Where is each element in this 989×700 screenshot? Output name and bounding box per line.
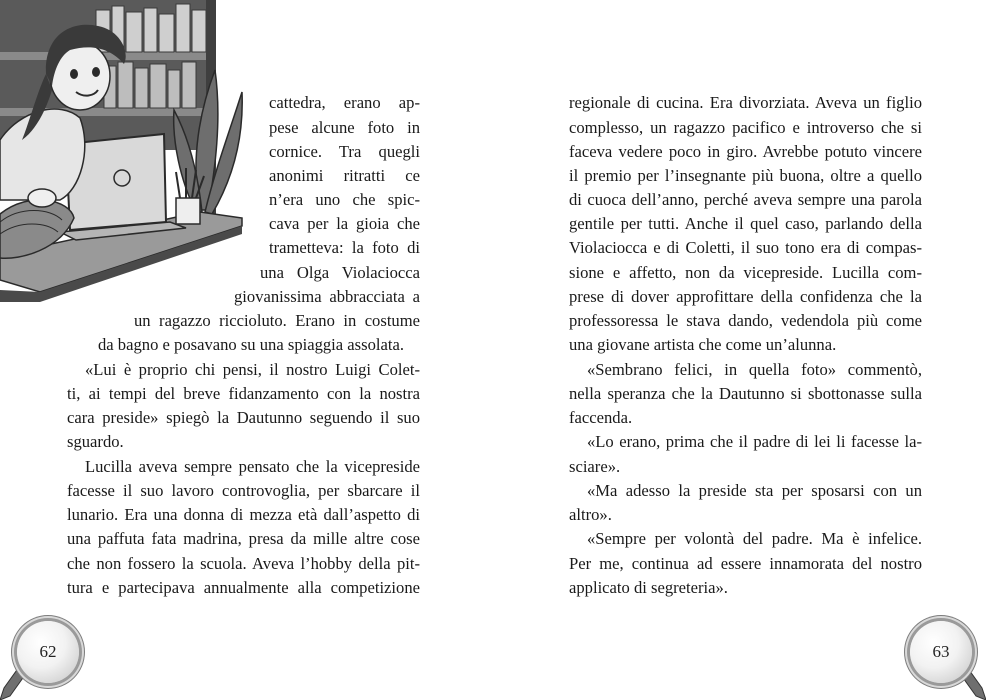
text-line: sciare».: [569, 457, 621, 476]
text-line: lunario. Era una donna di mezza età dall’aspetto di: [67, 505, 420, 524]
text-line: gentile per tutti. Anche il quel caso, parlando della: [569, 214, 922, 233]
text-line: da bagno e posavano su una spiaggia assolata.: [98, 335, 404, 354]
text-line: anonimi ritratti ce: [269, 166, 420, 185]
text-line: ti, ai tempi del breve fidanzamento con la nostra: [67, 384, 420, 403]
text-line: giovanissima abbracciata a: [234, 287, 420, 306]
text-line: faceva vedere poco in giro. Avrebbe potuto vincere: [569, 142, 922, 161]
text-line: professoressa le stava dando, vedendola più come: [569, 311, 922, 330]
text-line: «Sembrano felici, in quella foto» commentò,: [587, 360, 922, 379]
text-line: «Lui è proprio chi pensi, il nostro Luigi Colet-: [85, 360, 420, 379]
text-line: pese alcune foto in: [269, 118, 420, 137]
text-line: sione e affetto, non da vicepreside. Lucilla com-: [569, 263, 922, 282]
text-line: applicato di segreteria».: [569, 578, 728, 597]
text-line: cattedra, erano ap-: [269, 93, 420, 112]
text-line: facesse il suo lavoro controvoglia, per sbarcare il: [67, 481, 420, 500]
text-line: di cuoca dell’anno, perché aveva sempre una parola: [569, 190, 922, 209]
text-line: che non fossero la scuola. Aveva l’hobby della pit-: [67, 554, 420, 573]
text-line: trametteva: la foto di: [269, 238, 420, 257]
text-line: una giovane artista che come un’alunna.: [569, 335, 837, 354]
text-line: un ragazzo riccioluto. Erano in costume: [134, 311, 420, 330]
text-line: n’era uno che spic-: [269, 190, 420, 209]
left-page: [0, 0, 494, 700]
girl-at-laptop-illustration: [0, 0, 250, 305]
text-line: Lucilla aveva sempre pensato che la vicepreside: [85, 457, 420, 476]
text-line: «Sempre per volontà del padre. Ma è infelice.: [587, 529, 922, 548]
text-line: altro».: [569, 505, 612, 524]
text-line: faccenda.: [569, 408, 633, 427]
text-line: prese di dover approfittare della confidenza che la: [569, 287, 922, 306]
text-line: cara preside» spiegò la Dautunno seguendo il suo: [67, 408, 420, 427]
text-line: complesso, un ragazzo pacifico e introverso che si: [569, 118, 922, 137]
text-line: sguardo.: [67, 432, 124, 451]
text-line: regionale di cucina. Era divorziata. Aveva un figlio: [569, 93, 922, 112]
text-line: cornice. Tra quegli: [269, 142, 420, 161]
text-line: il premio per l’insegnante più buona, oltre a quello: [569, 166, 922, 185]
text-line: «Lo erano, prima che il padre di lei li facesse la-: [587, 432, 922, 451]
text-line: una Olga Violaciocca: [260, 263, 420, 282]
text-line: una paffuta fata madrina, presa da mille altre cose: [67, 529, 420, 548]
text-line: tura e partecipava annualmente alla competizione: [67, 578, 420, 597]
text-line: cava per la gioia che: [269, 214, 420, 233]
right-page: [494, 0, 989, 700]
text-line: «Ma adesso la preside sta per sposarsi con un: [587, 481, 922, 500]
text-line: nella speranza che la Dautunno si sbottonasse sulla: [569, 384, 922, 403]
page-number: 63: [910, 621, 972, 683]
text-line: Per me, continua ad essere innamorata del nostro: [569, 554, 922, 573]
page-number: 62: [17, 621, 79, 683]
text-line: Violaciocca e di Coletti, il suo tono era di compas-: [569, 238, 922, 257]
